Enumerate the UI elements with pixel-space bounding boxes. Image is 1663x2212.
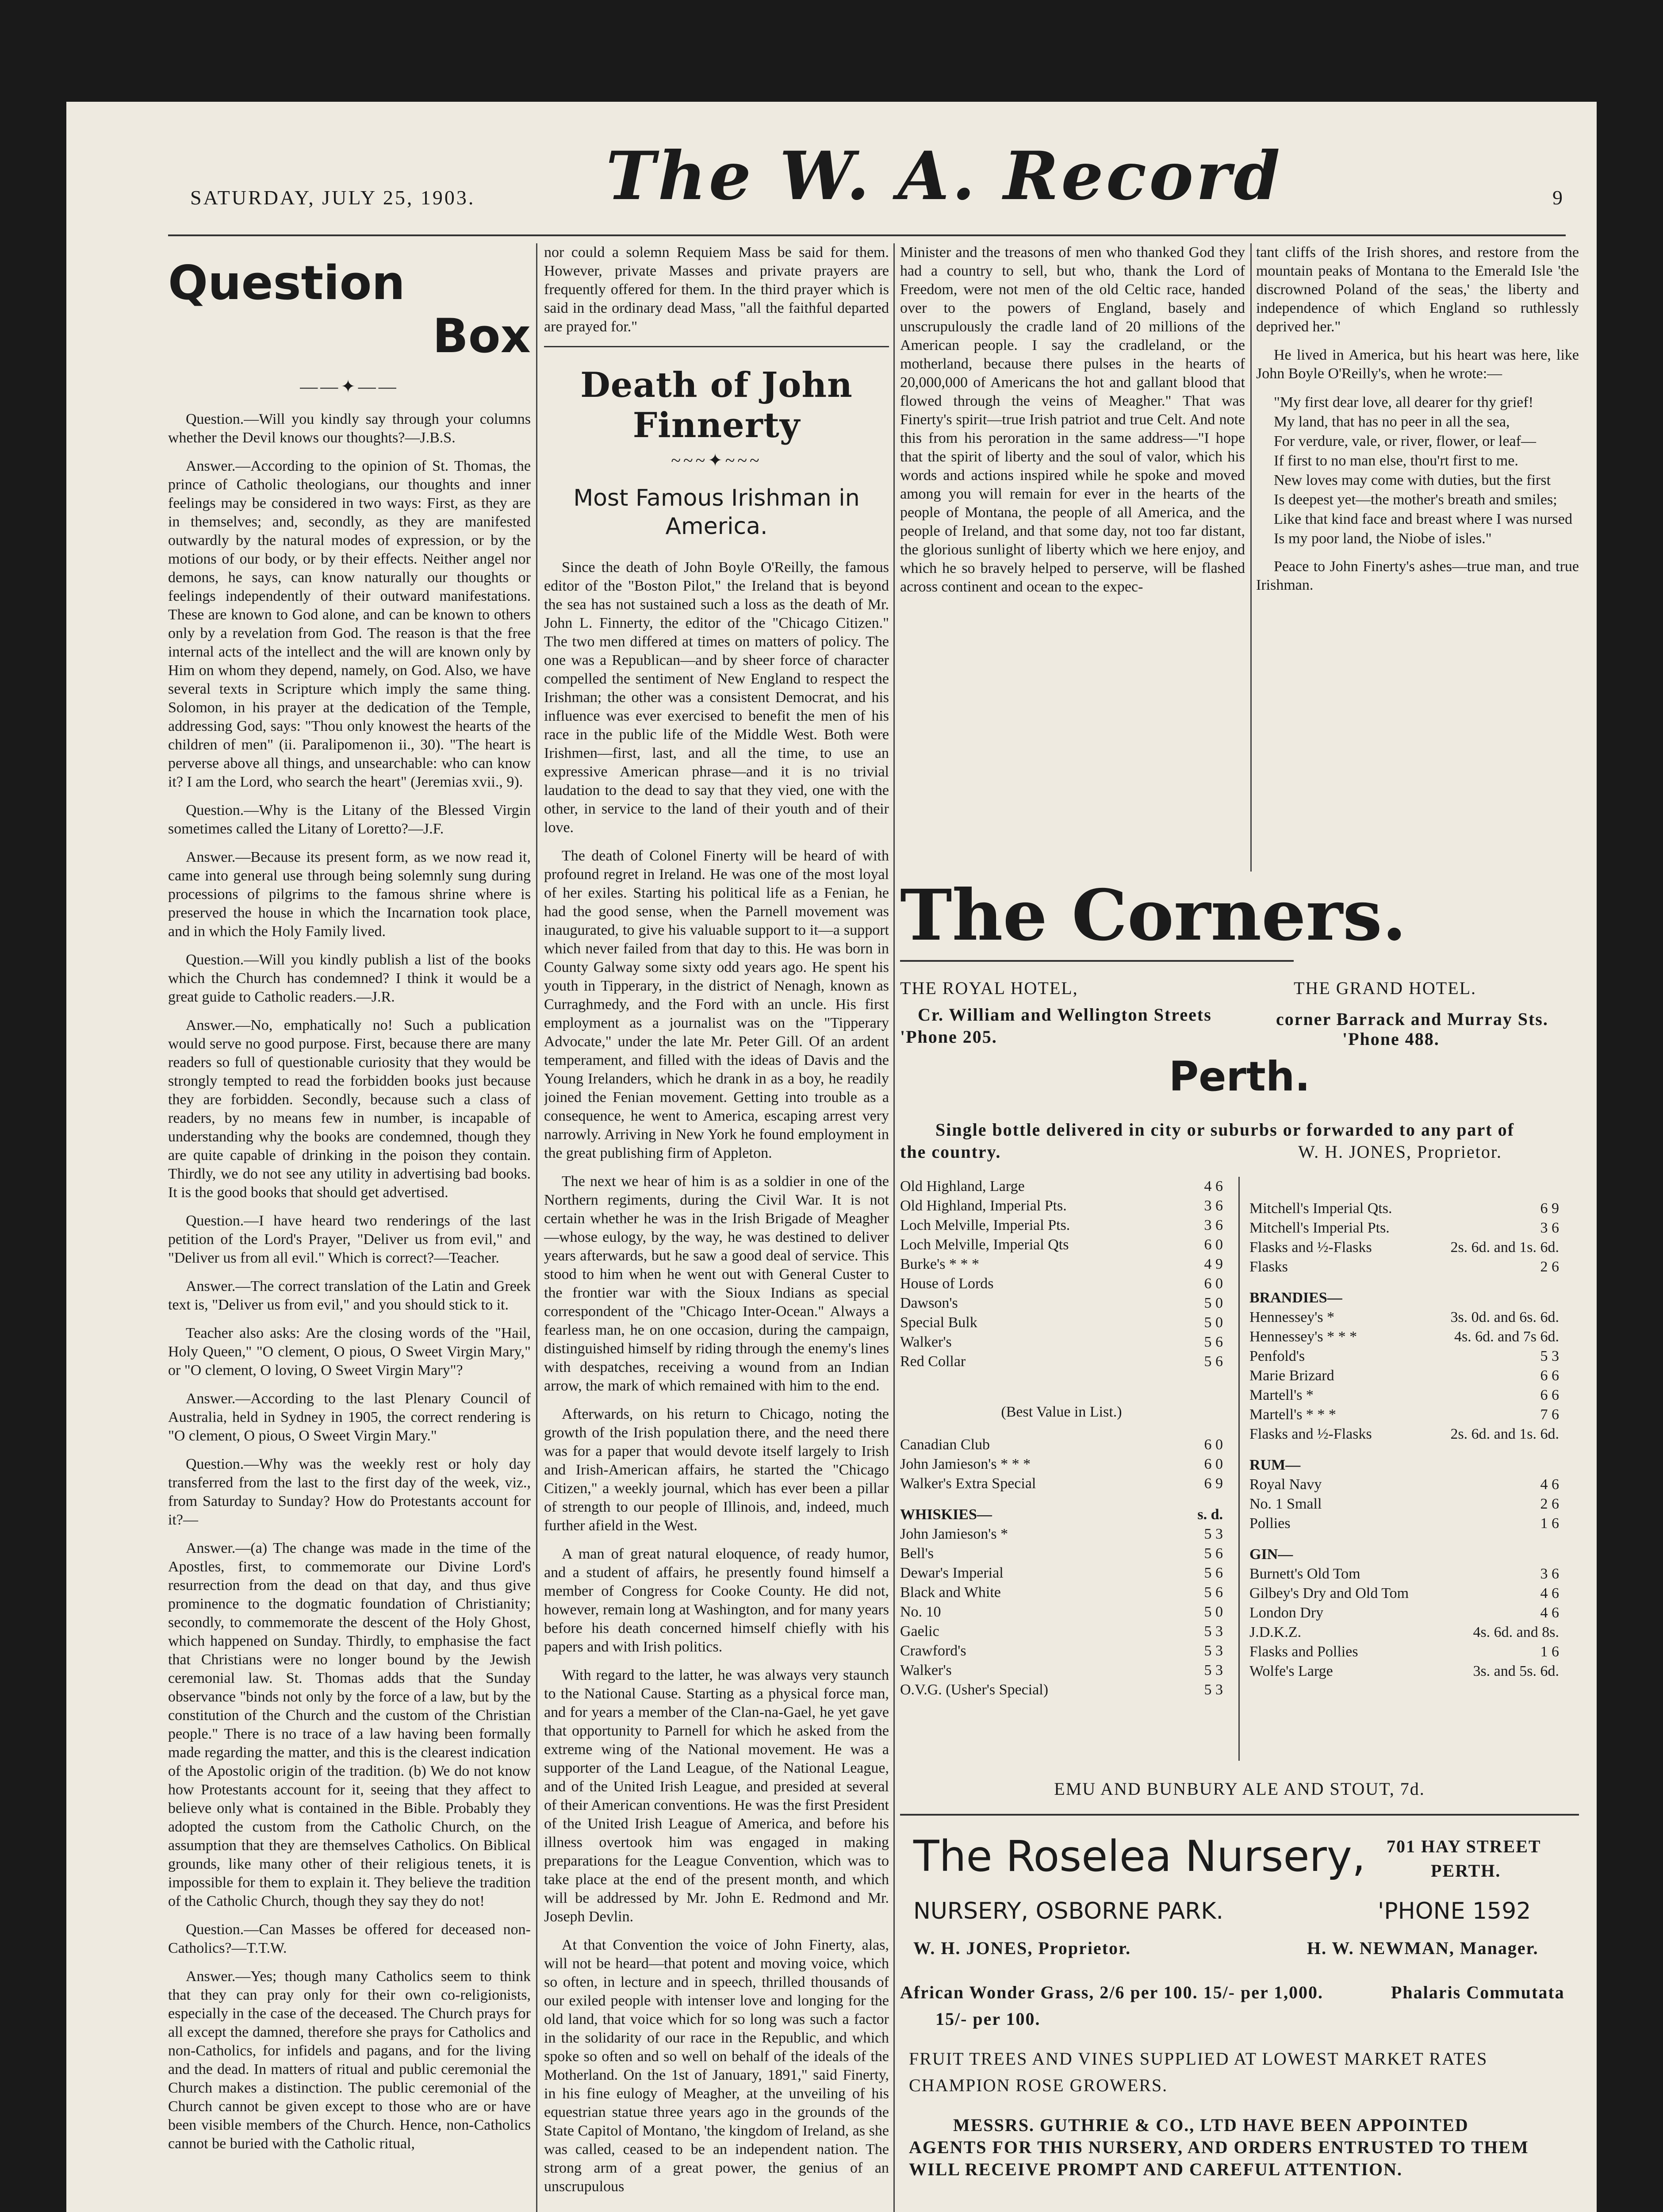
poem-line: Is my poor land, the Niobe of isles." bbox=[1274, 530, 1492, 547]
newspaper-page bbox=[66, 102, 1597, 2212]
gin-heading: GIN— bbox=[1249, 1546, 1293, 1563]
best-value-note: (Best Value in List.) bbox=[1001, 1404, 1122, 1420]
guthrie-line: WILL RECEIVE PROMPT AND CAREFUL ATTENTION. bbox=[909, 2159, 1403, 2179]
question-box-title: Question bbox=[168, 256, 405, 310]
article-paragraph: The next we hear of him is as a soldier in one of the Northern regiments, during the Civil War. It is not certain whether he was in the Irish Brigade of Meagher—whose eulogy, by the way, he was destined to deliver years afterwards, but he saw a good deal of service. This stood to him when he went out with General Custer to the frontier war with the Sioux Indians as special correspondent of the "Chicago Inter-Ocean." Always a fearless man, he on one occasion, during the campaign, distinguished himself by riding through the enemy's lines with despatches, receiving a wound from an Indian arrow, the mark of which remained with him to the end. bbox=[544, 1173, 889, 1394]
price-row: House of Lords 6 0 bbox=[900, 1275, 1223, 1292]
qa-paragraph: Question.—Will you kindly say through your columns whether the Devil knows our thoughts?—J.B.S. bbox=[168, 411, 531, 446]
grand-address: corner Barrack and Murray Sts. bbox=[1276, 1009, 1548, 1029]
article-paragraph: Afterwards, on his return to Chicago, noting the growth of the Irish population there, and the need there was for a paper that would devote itself largely to Irish and Irish-American affairs, he started the "Chicago Citizen," a weekly journal, which has ever been a pillar of strength to our people of Illinois, and, indeed, much further afield in the West. bbox=[544, 1406, 889, 1534]
delivery-notice: Single bottle delivered in city or suburbs or forwarded to any part of bbox=[935, 1120, 1514, 1140]
roselea-ad bbox=[900, 1823, 1579, 2208]
price-row: Loch Melville, Imperial Qts 6 0 bbox=[900, 1237, 1223, 1253]
ornament-divider: ~~~✦~~~ bbox=[671, 450, 762, 470]
price-list-right bbox=[1249, 1199, 1559, 1681]
roselea-proprietor: W. H. JONES, Proprietor. bbox=[913, 1938, 1131, 1958]
royal-hotel: THE ROYAL HOTEL, bbox=[900, 978, 1078, 998]
qa-paragraph: Question.—Why was the weekly rest or holy day transferred from the last to the first day of the week, viz., from Saturday to Sunday? How do Protestants account for it?— bbox=[168, 1456, 531, 1528]
proprietor: W. H. JONES, Proprietor. bbox=[1298, 1142, 1502, 1162]
price-row: Special Bulk 5 0 bbox=[900, 1314, 1223, 1331]
price-row: Gaelic 5 3 bbox=[900, 1623, 1223, 1640]
nursery-phone: 'PHONE 1592 bbox=[1378, 1898, 1531, 1924]
qa-paragraph: Question.—Will you kindly publish a list of the books which the Church has condemned? I think it would be a great guide to Catholic readers.—J.R. bbox=[168, 952, 531, 1005]
phalaris-price: 15/- per 100. bbox=[935, 2009, 1041, 2029]
article-subheadline: Most Famous Irishman in America. bbox=[573, 485, 860, 540]
price-row: Flasks and ½-Flasks 2s. 6d. and 1s. 6d. bbox=[1249, 1426, 1559, 1442]
whiskies-heading: WHISKIES— s. d. bbox=[900, 1506, 1223, 1523]
qa-paragraph: Answer.—(a) The change was made in the time of the Apostles, first, to commemorate our Divine Lord's resurrection from the dead on that day, and thus give prominence to the dogmatic foundation of Christianity; secondly, to commemorate the descent of the Holy Ghost, which happened on Sunday. Thirdly, to emphasise the fact that Christians were no longer bound by the Jewish ceremonial law. St. Thomas adds that the Sunday observance "binds not only by the force of a law, but by the constitution of the Church and the custom of the Christian people." There is no trace of a law having been formally made regarding the matter, and this is the clearest indication of the Apostolic origin of the tradition. (b) We do not know how Protestants account for it, seeing that they affect to believe only what is contained in the Bible. Probably they adopted the custom from the Catholic Church, on the assumption that they are themselves Catholics. On Biblical grounds, like many other of their religious tenets, it is impossible for them to explain it. They believe the tradition of the Catholic Church, though they say they do not! bbox=[168, 1540, 531, 1909]
qa-paragraph: Answer.—According to the last Plenary Council of Australia, held in Sydney in 1905, the correct rendering is "O clement, O pious, O Sweet Virgin Mary." bbox=[168, 1390, 531, 1444]
poem-line: Like that kind face and breast where I was nursed bbox=[1274, 511, 1573, 527]
price-row: No. 1 Small 2 6 bbox=[1249, 1496, 1559, 1512]
price-row: Royal Navy 4 6 bbox=[1249, 1476, 1559, 1493]
poem-line: "My first dear love, all dearer for thy grief! bbox=[1274, 394, 1533, 411]
price-row: Red Collar 5 6 bbox=[900, 1353, 1223, 1370]
article-paragraph: With regard to the latter, he was always very staunch to the National Cause. Starting as a physical force man, and for years a member of the Clan-na-Gael, he yet gave that opportunity to Parnell for which he asked from the extreme wing of the National movement. He was a supporter of the Land League, of the National League, and of the United Irish League, and presided at several of their American conventions. He was the first President of the United Irish League of America, and before his illness overtook him was engaged in making preparations for the League Convention, which was to take place at the end of the present month, and which will be addressed by Mr. John E. Redmond and Mr. Joseph Devlin. bbox=[544, 1667, 889, 1925]
price-row: Burnett's Old Tom 3 6 bbox=[1249, 1566, 1559, 1582]
price-row: Loch Melville, Imperial Pts. 3 6 bbox=[900, 1217, 1223, 1233]
guthrie-line: MESSRS. GUTHRIE & CO., LTD HAVE BEEN APPOINTED bbox=[953, 2115, 1469, 2135]
price-row: Crawford's 5 3 bbox=[900, 1643, 1223, 1659]
article-conclusion-column bbox=[1256, 243, 1579, 872]
poem-line: If first to no man else, thou'rt first to me. bbox=[1274, 453, 1518, 469]
price-row: Bell's 5 6 bbox=[900, 1545, 1223, 1562]
article-paragraph: A man of great natural eloquence, of ready humor, and a student of affairs, he presently found himself a member of Congress for Cooke County. He did not, however, remain long at Washington, and for many years before his death concerned himself chiefly with his papers and with Irish politics. bbox=[544, 1546, 889, 1655]
rum-heading: RUM— bbox=[1249, 1457, 1301, 1473]
corners-title: The Corners. bbox=[900, 875, 1406, 956]
ad-divider bbox=[900, 1814, 1579, 1816]
article-paragraph: He lived in America, but his heart was here, like John Boyle O'Reilly's, when he wrote:— bbox=[1256, 347, 1579, 382]
ale-footer: EMU AND BUNBURY ALE AND STOUT, 7d. bbox=[1054, 1779, 1425, 1799]
brandies-heading: BRANDIES— bbox=[1249, 1290, 1342, 1306]
qa-paragraph: Question.—Why is the Litany of the Blessed Virgin sometimes called the Litany of Loretto?—J.F. bbox=[168, 802, 531, 837]
roselea-street: 701 HAY STREET bbox=[1387, 1836, 1541, 1856]
price-divider bbox=[1238, 1177, 1240, 1761]
newspaper-title: The W. A. Record bbox=[606, 137, 1283, 215]
roselea-title: The Roselea Nursery, bbox=[913, 1832, 1366, 1881]
issue-date: SATURDAY, JULY 25, 1903. bbox=[190, 186, 475, 209]
roselea-manager: H. W. NEWMAN, Manager. bbox=[1307, 1938, 1539, 1958]
section-rule bbox=[544, 346, 889, 347]
poem-line: For verdure, vale, or river, flower, or leaf— bbox=[1274, 433, 1536, 449]
price-row: Old Highland, Imperial Pts. 3 6 bbox=[900, 1198, 1223, 1214]
price-row: Dawson's 5 0 bbox=[900, 1295, 1223, 1311]
article-headline: Death of John Finnerty bbox=[580, 365, 853, 445]
ornament-divider: ——✦—— bbox=[300, 376, 399, 396]
grand-hotel: THE GRAND HOTEL. bbox=[1294, 978, 1477, 998]
rose-growers: CHAMPION ROSE GROWERS. bbox=[909, 2075, 1168, 2095]
question-box-column bbox=[168, 243, 531, 2212]
column-divider bbox=[1250, 243, 1252, 872]
finnerty-column bbox=[544, 243, 889, 2212]
article-continuation-column bbox=[900, 243, 1245, 872]
article-paragraph: The death of Colonel Finerty will be heard of with profound regret in Ireland. He was one of the most loyal of her exiles. Starting his political life as a Fenian, he had the good sense, when the Parnell movement was inaugurated, to give his valuable support to it—a support which never failed from that day to this. He was born in County Galway some sixty odd years ago. He spent his youth in Tipperary, in the district of Nenagh, known as Curraghmedy, and the Ford with an uncle. His first employment as a journalist was on the "Tipperary Advocate," under the late Mr. Peter Gill. Of an ardent temperament, and filled with the ideas of Davis and the Young Irelanders, which he drank in as a boy, he readily joined the Fenian movement. Getting into trouble as a consequence, he went to America, escaping arrest very narrowly. Arriving in New York he found employment in the great publishing firm of Appleton. bbox=[544, 848, 889, 1161]
price-row: Pollies 1 6 bbox=[1249, 1515, 1559, 1532]
advertisements bbox=[900, 872, 1579, 2212]
price-row: Burke's * * * 4 9 bbox=[900, 1256, 1223, 1272]
article-paragraph: Minister and the treasons of men who thanked God they had a country to sell, but who, thank the Lord of Freedom, were not men of the old Celtic race, handed over to the powers of England, basely and unscrupulously the cradle land of 20 millions of the American people. I say the cradleland, or the motherland, because there pulses in the hearts of 20,000,000 of Americans the hot and gallant blood that flowed through the veins of Meagher." That was Finerty's spirit—true Irish patriot and true Celt. And note this from his peroration in the same address—"I hope that the spirit of liberty and the soul of valor, which his words and actions inspired while he spoke and moved among you will remain for ever in the hearts of the people of Montana, the people of all America, and the people of Ireland, and that some day, not too far distant, the glorious sunlight of liberty which we here enjoy, and which he so bravely helped to perserve, will be flashed across continent and ocean to the expec- bbox=[900, 244, 1245, 595]
qa-paragraph: Answer.—Because its present form, as we now read it, came into general use through being solemnly sung during processions of pilgrims to the famous shrine where is preserved the house in which the Incarnation took place, and in which the Holy Family lived. bbox=[168, 849, 531, 940]
article-paragraph: Peace to John Finerty's ashes—true man, and true Irishman. bbox=[1256, 558, 1579, 593]
continued-text: nor could a solemn Requiem Mass be said for them. However, private Masses and private prayers are frequently offered for them. In the third prayer which is said in the ordinary dead Mass, "all the faithful departed are prayed for." bbox=[544, 244, 889, 335]
qa-paragraph: Answer.—No, emphatically no! Such a publication would serve no good purpose. First, because there are many readers so full of questionable curiosity that they would be strongly tempted to read the forbidden books just because they are forbidden. Secondly, because such a class of readers, by no means few in number, is incapable of understanding why the books are condemned, though they are quite capable of drinking in the poison they contain. Thirdly, we do not see any utility in advertising bad books. It is the good books that should get advertised. bbox=[168, 1017, 531, 1201]
price-row: Hennessey's * 3s. 0d. and 6s. 6d. bbox=[1249, 1309, 1559, 1325]
price-row: Black and White 5 6 bbox=[900, 1584, 1223, 1601]
article-paragraph: Since the death of John Boyle O'Reilly, the famous editor of the "Boston Pilot," the Ireland that is beyond the sea has not sustained such a loss as the death of Mr. John L. Finnerty, the editor of the "Chicago Citizen." The two men differed at times on matters of policy. The one was a Republican—and by sheer force of character compelled the sentiment of New England to respect the Irishman; the other was a consistent Democrat, and his influence was ever exercised to benefit the men of his race in the public life of the Middle West. Both were Irishmen—first, last, and all the time, to use an expressive American phrase—and it is no trivial laudation to the dead to say that they vied, one with the other, in service to the land of their youth and of their love. bbox=[544, 559, 889, 836]
price-row: Flasks 2 6 bbox=[1249, 1259, 1559, 1275]
corners-ad bbox=[900, 872, 1579, 1814]
nursery-location: NURSERY, OSBORNE PARK. bbox=[913, 1898, 1223, 1924]
masthead bbox=[66, 102, 1597, 243]
roselea-city: PERTH. bbox=[1431, 1861, 1501, 1881]
price-row: Dewar's Imperial 5 6 bbox=[900, 1565, 1223, 1581]
price-row: John Jamieson's * 5 3 bbox=[900, 1526, 1223, 1542]
article-paragraph: At that Convention the voice of John Finerty, alas, will not be heard—that potent and moving voice, which so often, in lecture and in speech, thrilled thousands of our exiled people with intenser love and longing for the old land, that voice which for so long was such a factor in the solidarity of our race in the Republic, and which spoke so often and so well on behalf of the ideals of the Motherland. On the 1st of January, 1891," said Finerty, in his fine eulogy of Meagher, at the unveiling of his equestrian statue three years ago in the grounds of the State Capitol of Montano, 'the kingdom of Ireland, as she was called, ceased to be an independent nation. The strong arm of a great power, the genius of an unscrupulous bbox=[544, 1937, 889, 2195]
price-row: Gilbey's Dry and Old Tom 4 6 bbox=[1249, 1585, 1559, 1601]
price-row: Hennessey's * * * 4s. 6d. and 7s 6d. bbox=[1249, 1329, 1559, 1345]
column-divider bbox=[536, 243, 537, 2212]
poem-line: New loves may come with duties, but the first bbox=[1274, 472, 1551, 488]
masthead-rule bbox=[168, 234, 1566, 236]
qa-paragraph: Teacher also asks: Are the closing words of the "Hail, Holy Queen," "O clement, O pious, O Sweet Virgin Mary," or "O clement, O loving, O Sweet Virgin Mary"? bbox=[168, 1325, 531, 1379]
price-row: Martell's * * * 7 6 bbox=[1249, 1406, 1559, 1423]
price-row: Mitchell's Imperial Pts. 3 6 bbox=[1249, 1220, 1559, 1236]
price-row: Walker's 5 3 bbox=[900, 1662, 1223, 1678]
price-row: Flasks and ½-Flasks 2s. 6d. and 1s. 6d. bbox=[1249, 1239, 1559, 1256]
grass-price: African Wonder Grass, 2/6 per 100. 15/- per 1,000. bbox=[900, 1982, 1324, 2002]
price-row: Walker's Extra Special 6 9 bbox=[900, 1475, 1223, 1492]
page-number: 9 bbox=[1552, 186, 1563, 209]
royal-phone: 'Phone 205. bbox=[900, 1027, 997, 1047]
poem-line: Is deepest yet—the mother's breath and smiles; bbox=[1274, 492, 1557, 508]
grand-phone: 'Phone 488. bbox=[1342, 1029, 1440, 1049]
price-row: Wolfe's Large 3s. and 5s. 6d. bbox=[1249, 1663, 1559, 1679]
qa-paragraph: Answer.—Yes; though many Catholics seem to think that they can pray only for their own co-religionists, especially in the case of the deceased. The Church prays for all except the damned, therefore she prays for Catholics and non-Catholics, for infidels and pagans, and for the living and the dead. In matters of ritual and public ceremonial the Church makes a distinction. The public ceremonial of the Church cannot be given except to those who are or have been visible members of the Church. Hence, non-Catholics cannot be buried with the Catholic ritual, bbox=[168, 1968, 531, 2152]
qa-paragraph: Question.—Can Masses be offered for deceased non-Catholics?—T.T.W. bbox=[168, 1921, 531, 1956]
price-row: Mitchell's Imperial Qts. 6 9 bbox=[1249, 1200, 1559, 1217]
price-row: J.D.K.Z. 4s. 6d. and 8s. bbox=[1249, 1624, 1559, 1640]
price-row: Walker's 5 6 bbox=[900, 1334, 1223, 1350]
delivery-notice-2: the country. bbox=[900, 1142, 1001, 1162]
price-row: Marie Brizard 6 6 bbox=[1249, 1367, 1559, 1384]
poem-line: My land, that has no peer in all the sea, bbox=[1274, 414, 1510, 430]
price-row: O.V.G. (Usher's Special) 5 3 bbox=[900, 1682, 1223, 1698]
price-row: John Jamieson's * * * 6 0 bbox=[900, 1456, 1223, 1472]
question-box-title-2: Box bbox=[433, 309, 531, 363]
poem bbox=[1274, 393, 1579, 549]
article-paragraph: tant cliffs of the Irish shores, and restore from the mountain peaks of Montana to the Emerald Isle 'the discrowned Poland of the seas,' the liberty and independence of which England so ruthlessly deprived her." bbox=[1256, 244, 1579, 335]
column-divider bbox=[893, 243, 895, 2212]
price-row: Martell's * 6 6 bbox=[1249, 1387, 1559, 1403]
guthrie-line: AGENTS FOR THIS NURSERY, AND ORDERS ENTRUSTED TO THEM bbox=[909, 2137, 1529, 2157]
royal-address: Cr. William and Wellington Streets bbox=[918, 1005, 1212, 1025]
price-row: Penfold's 5 3 bbox=[1249, 1348, 1559, 1364]
price-row: Flasks and Pollies 1 6 bbox=[1249, 1644, 1559, 1660]
fruit-trees: FRUIT TREES AND VINES SUPPLIED AT LOWEST MARKET RATES bbox=[909, 2049, 1488, 2069]
phalaris: Phalaris Commutata bbox=[1391, 1982, 1565, 2002]
price-row: Canadian Club 6 0 bbox=[900, 1436, 1223, 1453]
qa-paragraph: Answer.—The correct translation of the Latin and Greek text is, "Deliver us from evil," and you should stick to it. bbox=[168, 1278, 531, 1313]
title-underline bbox=[900, 960, 1294, 962]
qa-paragraph: Question.—I have heard two renderings of the last petition of the Lord's Prayer, "Deliver us from evil," and "Deliver us from all evil." Which is correct?—Teacher. bbox=[168, 1213, 531, 1266]
price-list-left bbox=[900, 1177, 1223, 1700]
qa-paragraph: Answer.—According to the opinion of St. Thomas, the prince of Catholic theologians, our thoughts and inner feelings may be considered in two ways: First, as they are in themselves; and, secondly, as they are manifested outwardly by the natural modes of expression, or by the motions of our body, or by their effects. Neither angel nor demons, he says, can know naturally our thoughts or feelings independently of their outward manifestations. These are known to God alone, and can be known to others only by a revelation from God. The reason is that the free internal acts of the intellect and the will are known only by Him on whom they depend, namely, on God. Also, we have several texts in Scripture which imply the same thing. Solomon, in his prayer at the dedication of the Temple, addressing God, says: "Thou only knowest the hearts of the children of men" (ii. Paralipomenon ii., 30). "The heart is perverse above all things, and unsearchable: who can know it? I am the Lord, who search the heart" (Jeremias xvii., 9). bbox=[168, 458, 531, 790]
price-row: London Dry 4 6 bbox=[1249, 1605, 1559, 1621]
price-row: Old Highland, Large 4 6 bbox=[900, 1178, 1223, 1194]
price-row: No. 10 5 0 bbox=[900, 1604, 1223, 1620]
perth-heading: Perth. bbox=[1169, 1053, 1310, 1100]
